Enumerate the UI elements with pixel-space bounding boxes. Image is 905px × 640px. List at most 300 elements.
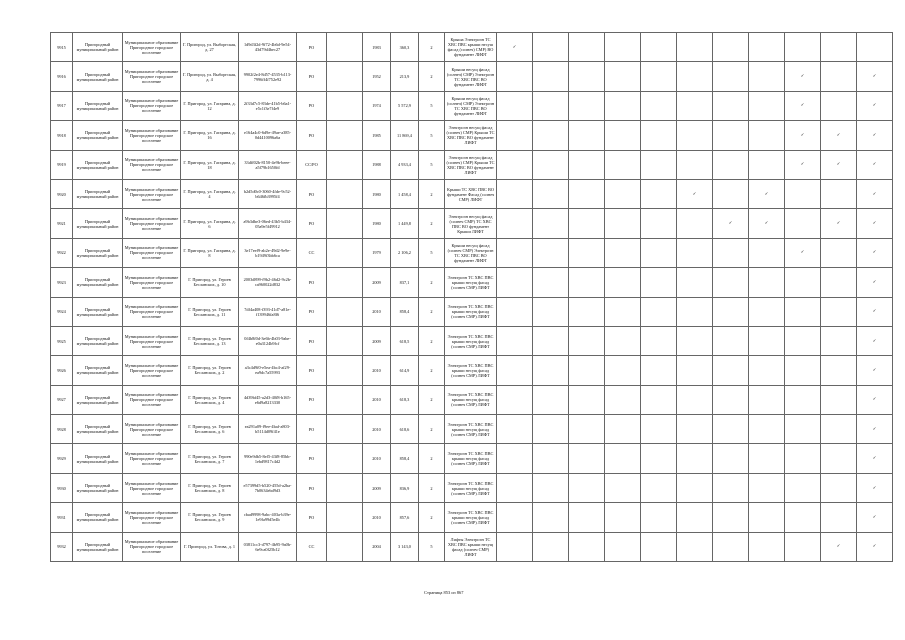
check-cell (605, 473, 641, 502)
check-cell (821, 297, 857, 326)
row-number: 9919 (51, 150, 73, 179)
owner-cell: Муниципальное образование Пригородное городское поселение (123, 268, 181, 297)
check-cell (605, 385, 641, 414)
check-cell (857, 326, 893, 355)
check-cell (641, 268, 677, 297)
row-number: 9920 (51, 179, 73, 208)
works-cell: Электроэн ТС ХВС ПВС крыши несущ фасад (солнеч СМР) ЛИФТ (445, 473, 497, 502)
area-cell: 618,3 (391, 385, 419, 414)
table-row (51, 503, 893, 532)
checkmark-icon: ✓ (872, 309, 877, 315)
check-cell (497, 62, 533, 91)
blank-cell (327, 121, 363, 150)
checkmark-icon: ✓ (872, 74, 877, 80)
floors-cell: 2 (419, 33, 445, 62)
table-row (51, 385, 893, 414)
year-cell: 2010 (363, 356, 391, 385)
check-cell (677, 121, 713, 150)
check-cell (749, 326, 785, 355)
check-cell (821, 356, 857, 385)
fias-code-cell: 3e17eef9-ab2e-49d2-9e9e-b1949f3bb6ca (239, 238, 297, 267)
row-number: 9922 (51, 238, 73, 267)
checkmark-icon: ✓ (872, 544, 877, 550)
year-cell: 1980 (363, 179, 391, 208)
ownership-cell: РО (297, 503, 327, 532)
works-cell: Электроэн несущ фасад (солнеч СМР) ТС ХВС ПВС ВО фундамент Крыши ЛИФТ (445, 209, 497, 238)
check-cell (677, 326, 713, 355)
owner-cell: Муниципальное образование Пригородное городское поселение (123, 238, 181, 267)
check-cell (857, 268, 893, 297)
check-cell (569, 121, 605, 150)
year-cell: 1979 (363, 238, 391, 267)
check-cell (641, 473, 677, 502)
check-cell (497, 385, 533, 414)
check-cell (857, 150, 893, 179)
fias-code-cell: 7df4a408-f393-41d7-a81e-f139946fa8f6 (239, 297, 297, 326)
check-cell (605, 33, 641, 62)
check-cell (641, 62, 677, 91)
check-cell (569, 385, 605, 414)
table-row (51, 179, 893, 208)
floors-cell: 5 (419, 91, 445, 120)
works-cell: Электроэн ТС ХВС ПВС крыши несущ фасад (солнеч СМР) ЛИФТ (445, 444, 497, 473)
works-cell: Электроэн несущ фасад (солнеч) СМР) Крыши ТС ХВС ПВС ВО фундамент ЛИФТ (445, 121, 497, 150)
checkmark-icon: ✓ (872, 338, 877, 344)
owner-cell: Муниципальное образование Пригородное городское поселение (123, 209, 181, 238)
floors-cell: 2 (419, 415, 445, 444)
area-cell: 2 106,2 (391, 238, 419, 267)
year-cell: 2010 (363, 297, 391, 326)
check-cell (821, 238, 857, 267)
row-number: 9927 (51, 385, 73, 414)
check-cell (497, 179, 533, 208)
address-cell: Г. Пригород, ул. Героев Бесланских, д. 7 (181, 444, 239, 473)
check-cell (857, 91, 893, 120)
check-cell (857, 179, 893, 208)
check-cell (857, 209, 893, 238)
row-number: 9916 (51, 62, 73, 91)
check-cell (713, 268, 749, 297)
checkmark-icon: ✓ (872, 132, 877, 138)
table-row (51, 444, 893, 473)
check-cell (785, 385, 821, 414)
district-cell: Пригородный муниципальный район (73, 62, 123, 91)
area-cell: 858,4 (391, 444, 419, 473)
district-cell: Пригородный муниципальный район (73, 209, 123, 238)
check-cell (569, 297, 605, 326)
check-cell (785, 415, 821, 444)
row-number: 9926 (51, 356, 73, 385)
check-cell (497, 532, 533, 561)
area-cell: 614,9 (391, 356, 419, 385)
area-cell: 5 572,9 (391, 91, 419, 120)
ownership-cell: РО (297, 473, 327, 502)
table-row (51, 238, 893, 267)
check-cell (785, 238, 821, 267)
table-row (51, 209, 893, 238)
works-cell: Крыши несущ фасад (солнеч СМР) Электроэн ТС ХВС ПВС ВО фундамент ЛИФТ (445, 238, 497, 267)
year-cell: 2010 (363, 415, 391, 444)
checkmark-icon: ✓ (872, 103, 877, 109)
checkmark-icon: ✓ (872, 514, 877, 520)
row-number: 9925 (51, 326, 73, 355)
year-cell: 1983 (363, 33, 391, 62)
area-cell: 4 933,4 (391, 150, 419, 179)
works-cell: Электроэн ТС ХВС ПВС крыши несущ фасад (солнеч СМР) ЛИФТ (445, 268, 497, 297)
blank-cell (327, 179, 363, 208)
address-cell: Г. Пригород, ул. Героев Бесланских, д. 2 (181, 356, 239, 385)
check-cell (785, 33, 821, 62)
check-cell (605, 179, 641, 208)
check-cell (533, 326, 569, 355)
check-cell (533, 503, 569, 532)
address-cell: Г. Пригород, ул. Героев Бесланских, д. 6 (181, 415, 239, 444)
blank-cell (327, 326, 363, 355)
check-cell (677, 444, 713, 473)
district-cell: Пригородный муниципальный район (73, 91, 123, 120)
blank-cell (327, 297, 363, 326)
works-cell: Крыши несущ фасад (солнеч) СМР) Электроэн ТС ХВС ПВС ВО фундамент ЛИФТ (445, 62, 497, 91)
check-cell (677, 415, 713, 444)
check-cell (677, 209, 713, 238)
page-number: Страница 853 из 867 (424, 590, 464, 595)
check-cell (497, 297, 533, 326)
check-cell (821, 209, 857, 238)
ownership-cell: РО (297, 415, 327, 444)
fias-code-cell: 33dff02b-8150-4e9b-beee-a5f79b1650fd (239, 150, 297, 179)
year-cell: 1988 (363, 150, 391, 179)
check-cell (821, 385, 857, 414)
check-cell (749, 209, 785, 238)
check-cell (641, 415, 677, 444)
check-cell (641, 209, 677, 238)
row-number: 9931 (51, 503, 73, 532)
ownership-cell: РО (297, 326, 327, 355)
check-cell (749, 238, 785, 267)
check-cell (569, 150, 605, 179)
check-cell (749, 385, 785, 414)
check-cell (821, 268, 857, 297)
area-cell: 213,9 (391, 62, 419, 91)
district-cell: Пригородный муниципальный район (73, 179, 123, 208)
address-cell: Г. Пригород, ул. Героев Бесланских, д. 10 (181, 268, 239, 297)
floors-cell: 2 (419, 209, 445, 238)
ownership-cell: РО (297, 121, 327, 150)
works-cell: Лифты Электроэн ТС ХВС ПВС крыши несущ фасад (солнеч СМР) ЛИФТ (445, 532, 497, 561)
checkmark-icon: ✓ (872, 221, 877, 227)
check-cell (497, 150, 533, 179)
area-cell: 1 449,8 (391, 209, 419, 238)
check-cell (821, 444, 857, 473)
address-cell: Г. Пригород, ул. Героев Бесланских, д. 9 (181, 503, 239, 532)
check-cell (569, 326, 605, 355)
check-cell (497, 121, 533, 150)
check-cell (677, 297, 713, 326)
check-cell (677, 150, 713, 179)
check-cell (677, 179, 713, 208)
check-cell (533, 532, 569, 561)
blank-cell (327, 532, 363, 561)
ownership-cell: СС/РО (297, 150, 327, 179)
area-cell: 618,5 (391, 326, 419, 355)
ownership-cell: РО (297, 91, 327, 120)
check-cell (785, 503, 821, 532)
area-cell: 360,3 (391, 33, 419, 62)
ownership-cell: СС (297, 532, 327, 561)
check-cell (857, 121, 893, 150)
check-cell (749, 150, 785, 179)
check-cell (569, 532, 605, 561)
check-cell (641, 91, 677, 120)
district-cell: Пригородный муниципальный район (73, 385, 123, 414)
check-cell (749, 532, 785, 561)
check-cell (605, 238, 641, 267)
check-cell (497, 503, 533, 532)
district-cell: Пригородный муниципальный район (73, 150, 123, 179)
check-cell (749, 268, 785, 297)
check-cell (569, 444, 605, 473)
checkmark-icon: ✓ (728, 221, 733, 227)
address-cell: Г. Пригород, ул. Гагарина, д. 8 (181, 238, 239, 267)
check-cell (605, 444, 641, 473)
blank-cell (327, 356, 363, 385)
works-cell: Электроэн несущ фасад (солнеч) СМР) Крыши ТС ХВС ПВС ВО фундамент ЛИФТ (445, 150, 497, 179)
check-cell (857, 415, 893, 444)
check-cell (497, 209, 533, 238)
district-cell: Пригородный муниципальный район (73, 238, 123, 267)
table-row (51, 62, 893, 91)
check-cell (749, 503, 785, 532)
fias-code-cell: 03811cc3-d797-4b95-9a0b-6e9ca0f25b12 (239, 532, 297, 561)
check-cell (785, 326, 821, 355)
owner-cell: Муниципальное образование Пригородное городское поселение (123, 356, 181, 385)
district-cell: Пригородный муниципальный район (73, 532, 123, 561)
check-cell (785, 150, 821, 179)
check-cell (785, 532, 821, 561)
check-cell (749, 179, 785, 208)
owner-cell: Муниципальное образование Пригородное городское поселение (123, 179, 181, 208)
check-cell (785, 209, 821, 238)
check-cell (677, 62, 713, 91)
district-cell: Пригородный муниципальный район (73, 473, 123, 502)
check-cell (713, 415, 749, 444)
fias-code-cell: a9b3dbe3-06ed-43b5-b434-05a9e5f49912 (239, 209, 297, 238)
owner-cell: Муниципальное образование Пригородное городское поселение (123, 444, 181, 473)
fias-code-cell: cbad9998-9abc-403a-b39e-1e9fa99d5e4b (239, 503, 297, 532)
check-cell (641, 503, 677, 532)
check-cell (641, 297, 677, 326)
works-cell: Электроэн ТС ХВС ПВС крыши несущ фасад (солнеч СМР) ЛИФТ (445, 326, 497, 355)
row-number: 9921 (51, 209, 73, 238)
ownership-cell: РО (297, 33, 327, 62)
check-cell (821, 91, 857, 120)
check-cell (569, 268, 605, 297)
owner-cell: Муниципальное образование Пригородное городское поселение (123, 33, 181, 62)
checkmark-icon: ✓ (800, 132, 805, 138)
checkmark-icon: ✓ (836, 544, 841, 550)
check-cell (785, 179, 821, 208)
floors-cell: 2 (419, 62, 445, 91)
checkmark-icon: ✓ (872, 191, 877, 197)
checkmark-icon: ✓ (836, 162, 841, 168)
check-cell (533, 385, 569, 414)
ownership-cell: РО (297, 268, 327, 297)
fias-code-cell: 2003d899-f9b2-46d2-9c2b-ca960022d832 (239, 268, 297, 297)
address-cell: Г. Пригород, ул. Гагарина, д. 12 (181, 91, 239, 120)
check-cell (605, 415, 641, 444)
checkmark-icon: ✓ (872, 250, 877, 256)
works-cell: Крыши ТС ХВС ПВС ВО фундамент Фасад (солнеч СМР) ЛИФТ (445, 179, 497, 208)
owner-cell: Муниципальное образование Пригородное городское поселение (123, 297, 181, 326)
fias-code-cell: 9902f2e4-8d57-4535-b113-7996ff4f752e92 (239, 62, 297, 91)
check-cell (605, 121, 641, 150)
check-cell (641, 326, 677, 355)
table-row (51, 326, 893, 355)
row-number: 9930 (51, 473, 73, 502)
check-cell (533, 444, 569, 473)
checkmark-icon: ✓ (764, 191, 769, 197)
check-cell (569, 238, 605, 267)
year-cell: 1952 (363, 62, 391, 91)
address-cell: Г. Пригород, ул. Героев Бесланских, д. 11 (181, 297, 239, 326)
check-cell (641, 179, 677, 208)
check-cell (713, 62, 749, 91)
check-cell (713, 444, 749, 473)
check-cell (749, 33, 785, 62)
checkmark-icon: ✓ (836, 132, 841, 138)
floors-cell: 5 (419, 532, 445, 561)
fias-code-cell: 2f33d7c5-83de-41b5-b6a1-e5c1f3e7f4e9 (239, 91, 297, 120)
fias-code-cell: 1d9d3f2d-9f72-4b6d-9e54-43d79d4bec27 (239, 33, 297, 62)
address-cell: Г. Пригород, ул. Гагарина, д. 16 (181, 121, 239, 150)
check-cell (713, 121, 749, 150)
check-cell (857, 385, 893, 414)
year-cell: 1974 (363, 91, 391, 120)
check-cell (497, 356, 533, 385)
check-cell (605, 356, 641, 385)
checkmark-icon: ✓ (800, 74, 805, 80)
year-cell: 2009 (363, 326, 391, 355)
checkmark-icon: ✓ (800, 103, 805, 109)
table-row (51, 91, 893, 120)
check-cell (785, 473, 821, 502)
check-cell (497, 444, 533, 473)
ownership-cell: РО (297, 179, 327, 208)
address-cell: Г. Пригород, ул. Гагарина, д. 6 (181, 209, 239, 238)
check-cell (821, 62, 857, 91)
owner-cell: Муниципальное образование Пригородное городское поселение (123, 385, 181, 414)
check-cell (569, 503, 605, 532)
check-cell (605, 62, 641, 91)
check-cell (749, 444, 785, 473)
check-cell (533, 415, 569, 444)
check-cell (713, 238, 749, 267)
checkmark-icon: ✓ (836, 221, 841, 227)
address-cell: Г. Пригород, ул. Гагарина, д. 4 (181, 179, 239, 208)
check-cell (785, 268, 821, 297)
check-cell (569, 91, 605, 120)
check-cell (749, 121, 785, 150)
year-cell: 2009 (363, 268, 391, 297)
check-cell (749, 91, 785, 120)
owner-cell: Муниципальное образование Пригородное городское поселение (123, 121, 181, 150)
owner-cell: Муниципальное образование Пригородное городское поселение (123, 62, 181, 91)
checkmark-icon: ✓ (764, 221, 769, 227)
blank-cell (327, 385, 363, 414)
district-cell: Пригородный муниципальный район (73, 415, 123, 444)
blank-cell (327, 503, 363, 532)
check-cell (497, 268, 533, 297)
address-cell: Г. Пригород, ул. Выборгская, д. 27 (181, 33, 239, 62)
check-cell (677, 473, 713, 502)
works-cell: Электроэн ТС ХВС ПВС крыши несущ фасад (солнеч СМР) ЛИФТ (445, 415, 497, 444)
table-row (51, 121, 893, 150)
works-cell: Электроэн ТС ХВС ПВС крыши несущ фасад (солнеч СМР) ЛИФТ (445, 356, 497, 385)
check-cell (497, 415, 533, 444)
check-cell (605, 150, 641, 179)
floors-cell: 2 (419, 268, 445, 297)
year-cell: 2010 (363, 444, 391, 473)
check-cell (749, 297, 785, 326)
check-cell (713, 150, 749, 179)
check-cell (641, 356, 677, 385)
check-cell (569, 473, 605, 502)
address-cell: Г. Пригород, ул. Гагарина, д. 18 (181, 150, 239, 179)
row-number: 9924 (51, 297, 73, 326)
floors-cell: 5 (419, 150, 445, 179)
blank-cell (327, 62, 363, 91)
blank-cell (327, 238, 363, 267)
check-cell (641, 33, 677, 62)
check-cell (749, 356, 785, 385)
check-cell (749, 473, 785, 502)
check-cell (857, 503, 893, 532)
checkmark-icon: ✓ (872, 367, 877, 373)
works-cell: Электроэн ТС ХВС ПВС крыши несущ фасад (солнеч СМР) ЛИФТ (445, 385, 497, 414)
check-cell (641, 150, 677, 179)
housing-register-table (50, 32, 893, 562)
check-cell (713, 91, 749, 120)
check-cell (533, 356, 569, 385)
check-cell (605, 532, 641, 561)
check-cell (857, 238, 893, 267)
check-cell (569, 179, 605, 208)
check-cell (857, 532, 893, 561)
check-cell (857, 33, 893, 62)
check-cell (533, 33, 569, 62)
address-cell: Г. Пригород, ул. Героев Бесланских, д. 8 (181, 473, 239, 502)
fias-code-cell: a3c4d9f0-e5ea-4bc4-af29-ea9dc7a55993 (239, 356, 297, 385)
check-cell (749, 62, 785, 91)
row-number: 9923 (51, 268, 73, 297)
check-cell (605, 91, 641, 120)
area-cell: 1 458,4 (391, 179, 419, 208)
check-cell (533, 121, 569, 150)
check-cell (821, 532, 857, 561)
year-cell: 2010 (363, 503, 391, 532)
check-cell (713, 473, 749, 502)
fias-code-cell: 4d39bf45-a2d3-40f8-b165-e6d9a8213330 (239, 385, 297, 414)
check-cell (533, 297, 569, 326)
check-cell (713, 503, 749, 532)
check-cell (605, 326, 641, 355)
check-cell (821, 326, 857, 355)
check-cell (785, 91, 821, 120)
ownership-cell: СС (297, 238, 327, 267)
works-cell: Крыши несущ фасад (солнеч) СМР) Электроэн ТС ХВС ПВС ВО фундамент ЛИФТ (445, 91, 497, 120)
blank-cell (327, 415, 363, 444)
check-cell (821, 179, 857, 208)
